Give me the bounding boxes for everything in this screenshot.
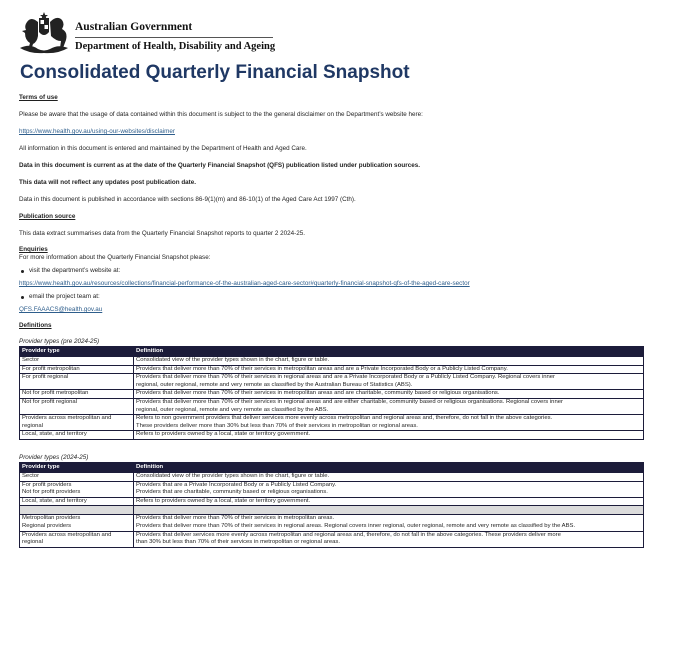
page-title: Consolidated Quarterly Financial Snapshot xyxy=(20,62,410,83)
table-row: Metropolitan providers Regional providers Providers that deliver more than 70% of their services in metropolitan areas. Providers that deliver more than 70% of their services in regional areas. Regional covers inner regional, outer regional, remote and very remote as classified by the ABS. xyxy=(20,515,644,531)
provider-types-table-pre-2024-25 xyxy=(19,346,644,440)
table-row: For profit regional Providers that deliver more than 70% of their services in regional areas and are a Private Incorporated Body or a Publicly Listed Company. Regional covers inner regional, outer regional, remote and very remote as classified by the Australian Bureau of Statistics (ABS). xyxy=(20,374,644,390)
bullet-website: visit the department’s website at: xyxy=(19,267,664,275)
terms-text-2: All information in this document is entered and maintained by the Department of Health and Aged Care. xyxy=(19,145,307,152)
terms-text-3: Data in this document is current as at the date of the Quarterly Financial Snapshot (QFS) publication listed under publication sources. xyxy=(19,162,420,169)
table-row: For profit metropolitan Providers that deliver more than 70% of their services in metropolitan areas and are a Private Incorporated Body or a Publicly Listed Company. xyxy=(20,365,644,374)
header-rule xyxy=(75,37,273,38)
table2-header-definition: Definition xyxy=(134,462,644,472)
table1-caption: Provider types (pre 2024-25) xyxy=(19,338,100,345)
coat-of-arms-icon xyxy=(16,10,72,54)
table-row: Providers across metropolitan and regional Providers that deliver services more evenly across metropolitan and regional areas and, therefore, do not fall in the above categories. These providers deliver more than 30% but less than 70% of their services in metropolitan or regional areas. xyxy=(20,531,644,547)
enquiries-intro: For more information about the Quarterly Financial Snapshot please: xyxy=(19,254,211,261)
definitions-heading: Definitions xyxy=(19,322,52,329)
table1-header-provider-type: Provider type xyxy=(20,347,134,357)
terms-text-4: This data will not reflect any updates post publication date. xyxy=(19,179,197,186)
bullet-icon xyxy=(21,270,24,273)
table-row: Local, state, and territory Refers to providers owned by a local, state or territory government. xyxy=(20,497,644,506)
document-body xyxy=(19,94,664,548)
terms-text-1: Please be aware that the usage of data contained within this document is subject to the the general disclaimer on the Department’s website here: xyxy=(19,111,423,118)
terms-text-5: Data in this document is published in accordance with sections 86-9(1)(m) and 86-10(1) of the Aged Care Act 1997 (Cth). xyxy=(19,196,356,203)
enquiries-heading: Enquiries xyxy=(19,246,48,253)
table-row: Sector Consolidated view of the provider types shown in the chart, figure or table. xyxy=(20,472,644,481)
table-row: Not for profit metropolitan Providers that deliver more than 70% of their services in metropolitan areas and are charitable, community based or religious organisations. xyxy=(20,390,644,399)
table-row: For profit providers Not for profit providers Providers that are a Private Incorporated Body or a Publicly Listed Company. Providers that are charitable, community based or religious organisations. xyxy=(20,481,644,497)
department-name: Department of Health, Disability and Ageing xyxy=(75,41,276,52)
table1-header-definition: Definition xyxy=(134,347,644,357)
table-row: Sector Consolidated view of the provider types shown in the chart, figure or table. xyxy=(20,357,644,366)
table-row: Providers across metropolitan and regional Refers to non government providers that deliver services more evenly across metropolitan and regional areas and, therefore, do not fall in the above categories. These providers deliver more than 30% but less than 70% of their services in metropolitan or regional areas. xyxy=(20,415,644,431)
bullet-icon xyxy=(21,296,24,299)
provider-types-table-2024-25 xyxy=(19,462,644,548)
disclaimer-link[interactable]: https://www.health.gov.au/using-our-websites/disclaimer xyxy=(19,128,175,135)
bullet-email: email the project team at: xyxy=(19,293,664,301)
table-row: Not for profit regional Providers that deliver more than 70% of their services in regional areas and are either charitable, community based or religious organisations. Regional covers inner regional, outer regional, remote and very remote as classified by the ABS. xyxy=(20,398,644,414)
government-header xyxy=(16,10,278,56)
email-link[interactable]: QFS.FAAACS@health.gov.au xyxy=(19,306,103,313)
table-row: Local, state, and territory Refers to providers owned by a local, state or territory government. xyxy=(20,431,644,440)
website-link[interactable]: https://www.health.gov.au/resources/collections/financial-performance-of-the-australian-aged-care-sector#quarterly-financial-snapshot-qfs-of-the-aged-care-sector xyxy=(19,280,470,287)
table-divider-row xyxy=(20,506,644,515)
table2-header-provider-type: Provider type xyxy=(20,462,134,472)
publication-heading: Publication source xyxy=(19,213,76,220)
terms-heading: Terms of use xyxy=(19,94,58,101)
government-name: Australian Government xyxy=(75,21,193,33)
table2-caption: Provider types (2024-25) xyxy=(19,453,89,461)
publication-text: This data extract summarises data from the Quarterly Financial Snapshot reports to quarter 2 2024-25. xyxy=(19,230,305,237)
